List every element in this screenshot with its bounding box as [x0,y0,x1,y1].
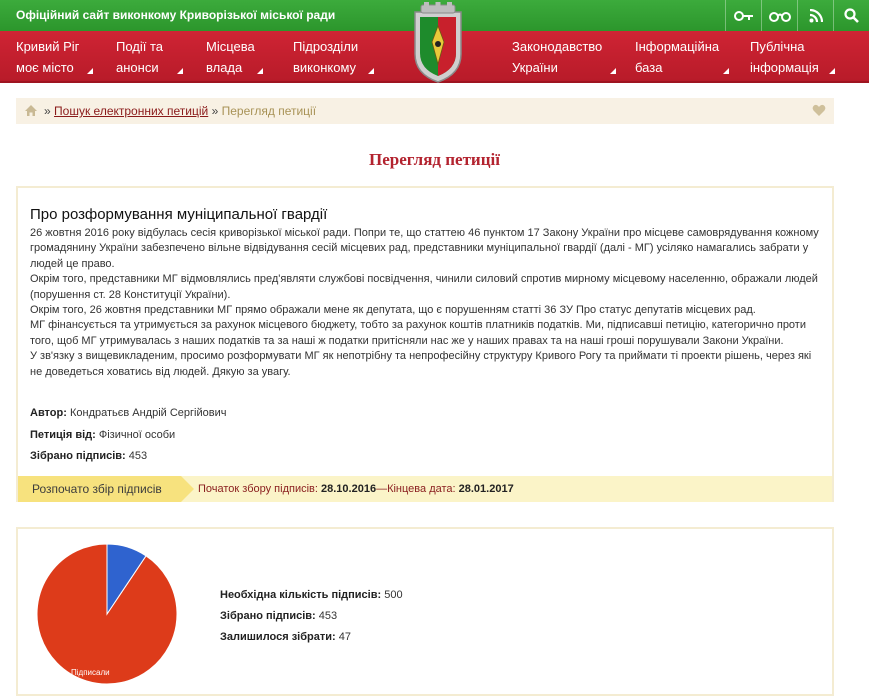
breadcrumb [16,98,834,124]
nav-item-public-info[interactable] [750,36,819,78]
stat-collected-label: Зібрано підписів: [220,610,316,622]
end-date: 28.01.2017 [458,483,514,495]
nav-item-label: Публічна [750,39,805,54]
site-title[interactable]: Офіційний сайт виконкому Криворізької міської ради [16,8,336,22]
petition-paragraph: МГ фінансується та утримується за рахунок місцевого бюджету, тобто за рахунок коштів платників податків. Ми, підписавші петицію, категорично проти того, щоб МГ утримувалась з наших податків та за наші ж податки притісняли нас же у наших правах та на наші гроші порушували Закони України. [30,319,806,347]
breadcrumb-separator: » [44,104,51,118]
from-label: Петиція від: [30,429,96,441]
signatures-stats-card [16,527,834,696]
nav-item-departments[interactable] [293,36,358,78]
nav-item-local-government[interactable] [206,36,255,78]
nav-item-label: влада [206,60,243,75]
collection-dates [198,483,514,495]
pie-slice-label: Підписали [71,668,110,677]
glasses-icon[interactable] [761,0,797,31]
nav-item-label: України [512,60,558,75]
dropdown-triangle-icon [829,68,835,74]
stat-required-label: Необхідна кількість підписів: [220,589,382,601]
petition-paragraph: 26 жовтня 2016 року відбулась сесія криворізької міської ради. Попри те, що статтею 46 пунктом 17 Закону України про місцеве самоврядування кожному громадянину України забезпечено вільне відвідування сесій місцевих рад, представники муніципальної гвардії (далі - МГ) усіляко намагались забрати у людей це право. [30,227,819,270]
stat-required-value: 500 [384,589,403,601]
breadcrumb-trail [44,104,316,118]
stat-collected [220,606,403,627]
dropdown-triangle-icon [368,68,374,74]
stat-required [220,585,403,606]
nav-item-label: Законодавство [512,39,603,54]
start-date: 28.10.2016 [321,483,377,495]
petition-author [30,407,226,419]
nav-item-label: база [635,60,663,75]
nav-item-label: виконкому [293,60,357,75]
nav-item-label: Підрозділи [293,39,359,54]
author-value: Кондратьєв Андрій Сергійович [69,407,227,419]
breadcrumb-link-petition-search[interactable]: Пошук електронних петицій [54,104,209,118]
nav-item-label: інформація [750,60,819,75]
dropdown-triangle-icon [257,68,263,74]
author-label: Автор: [30,407,67,419]
status-bar [18,476,832,502]
nav-item-label: Кривий Ріг [16,39,80,54]
petition-paragraph: Окрім того, представники МГ відмовлялись пред'являти службові посвідчення, чинили силовий спротив мирному місцевому населенню, ображали людей (порушення ст. 28 Конституції України). [30,273,818,301]
end-label: Кінцева дата: [387,483,456,495]
top-icons [725,0,869,31]
breadcrumb-current: Перегляд петиції [221,104,317,118]
signatures-label: Зібрано підписів: [30,450,126,462]
page-title: Перегляд петиції [369,150,500,169]
nav-item-legislation[interactable] [512,36,602,78]
petition-paragraph: Окрім того, 26 жовтня представники МГ прямо ображали мене як депутата, що є порушенням статті 36 ЗУ Про статус депутатів місцевих рад. [30,304,756,317]
petition-body [30,226,826,380]
home-icon[interactable] [24,104,38,120]
nav-item-label: Місцева [206,39,255,54]
heart-icon[interactable] [812,104,826,120]
breadcrumb-separator: » [211,104,219,118]
dropdown-triangle-icon [87,68,93,74]
stat-remaining-value: 47 [338,631,351,643]
stats-list [220,585,403,648]
status-step: Розпочато збір підписів [18,476,181,502]
stat-remaining-label: Залишилося зібрати: [220,631,336,643]
petition-card [16,186,834,502]
nav-item-label: Інформаційна [635,39,720,54]
city-emblem-logo[interactable] [409,2,467,86]
signatures-pie-chart [35,542,179,686]
stat-remaining [220,627,403,648]
dropdown-triangle-icon [610,68,616,74]
petition-from [30,429,175,441]
signatures-value: 453 [128,450,148,462]
dropdown-triangle-icon [177,68,183,74]
rss-icon[interactable] [797,0,833,31]
nav-item-label: анонси [116,60,159,75]
from-value: Фізичної особи [98,429,176,441]
search-icon[interactable] [833,0,869,31]
dropdown-triangle-icon [723,68,729,74]
nav-item-label: моє місто [16,60,74,75]
date-dash: — [376,483,388,495]
start-label: Початок збору підписів: [198,483,318,495]
petition-title: Про розформування муніципальної гвардії [30,206,328,223]
nav-item-city[interactable] [16,36,79,78]
nav-item-info-base[interactable] [635,36,719,78]
nav-item-events[interactable] [116,36,163,78]
petition-signatures [30,450,147,462]
nav-item-label: Події та [116,39,164,54]
petition-paragraph: У зв'язку з вищевикладеним, просимо розформувати МГ як непотрібну та непрофесійну структуру Кривого Рогу та приймати ті проекти рішень, через які не доведеться ховатись від людей. Дякую за увагу. [30,350,812,378]
key-icon[interactable] [725,0,761,31]
stat-collected-value: 453 [318,610,338,622]
